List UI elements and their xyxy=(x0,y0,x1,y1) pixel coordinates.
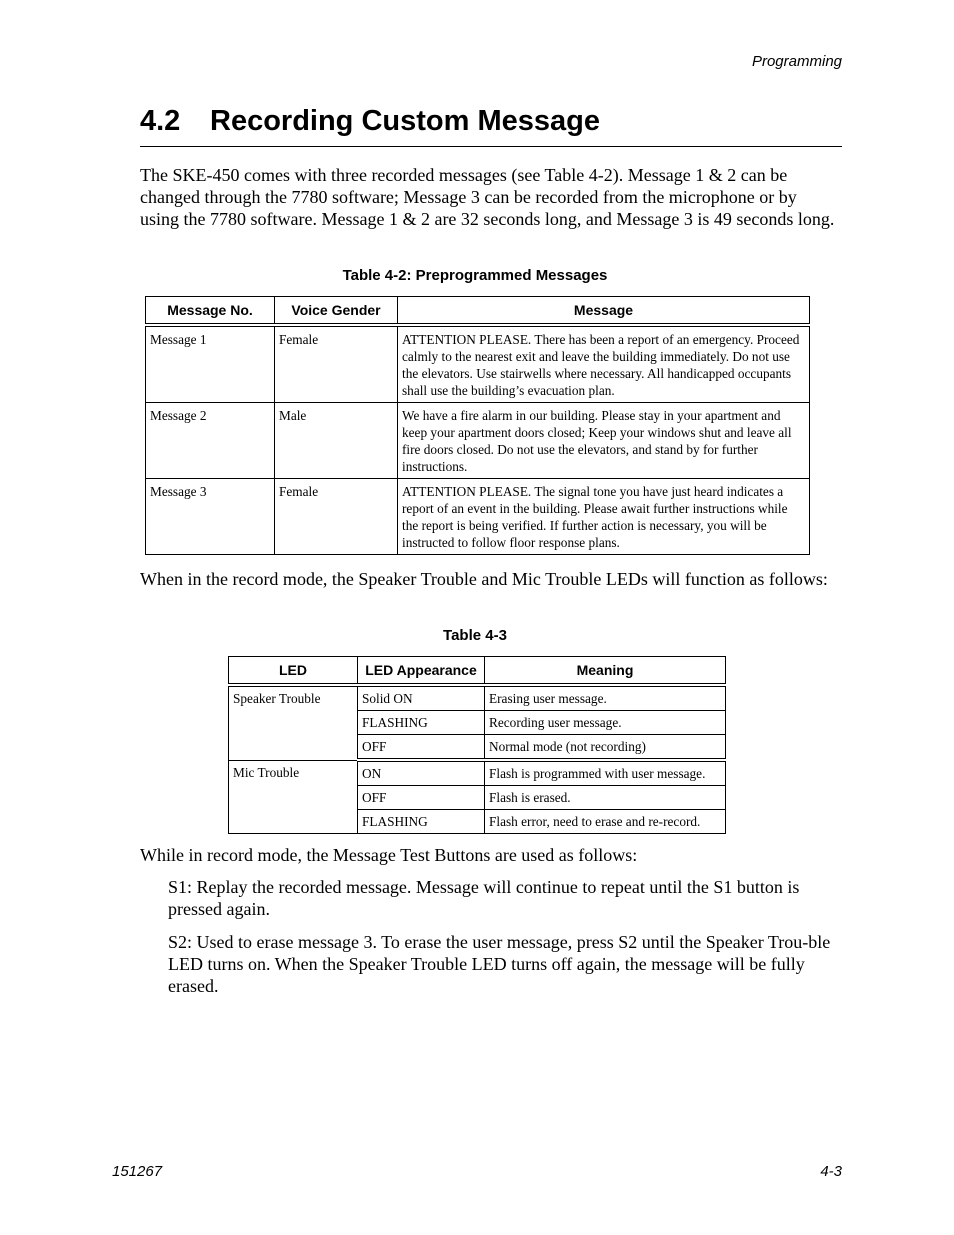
led-appearance-cell: OFF xyxy=(358,735,485,761)
column-header: Voice Gender xyxy=(275,297,398,326)
led-name-cell: Mic Trouble xyxy=(229,760,358,834)
led-appearance-cell: ON xyxy=(358,760,485,786)
table-row xyxy=(146,479,810,555)
led-function-table xyxy=(228,656,726,834)
voice-gender-cell: Female xyxy=(275,325,398,403)
voice-gender-cell: Female xyxy=(275,479,398,555)
message-number-cell: Message 1 xyxy=(146,325,275,403)
page-number: 4-3 xyxy=(820,1163,842,1180)
meaning-cell: Flash error, need to erase and re-record. xyxy=(485,810,726,834)
item-label: S1: xyxy=(168,877,193,897)
item-text: Replay the recorded message. Message will continue to repeat until the S1 button is pressed again. xyxy=(168,877,800,919)
led-appearance-cell: FLASHING xyxy=(358,810,485,834)
led-appearance-cell: Solid ON xyxy=(358,685,485,711)
item-label: S2: xyxy=(168,932,193,952)
button-s2-item xyxy=(168,931,840,997)
doc-number: 151267 xyxy=(112,1163,163,1180)
table-row xyxy=(229,760,726,786)
message-number-cell: Message 2 xyxy=(146,403,275,479)
led-paragraph: When in the record mode, the Speaker Trouble and Mic Trouble LEDs will function as follows: xyxy=(140,569,828,589)
column-header: Meaning xyxy=(485,657,726,686)
column-header: Message xyxy=(398,297,810,326)
table-header-row xyxy=(146,297,810,326)
message-text-cell: ATTENTION PLEASE. The signal tone you have just heard indicates a report of an event in the building. Please await further instructions while the report is being verified. If further action is necessary, you will be instructed to follow floor response plans. xyxy=(398,479,810,555)
meaning-cell: Flash is programmed with user message. xyxy=(485,760,726,786)
table-row xyxy=(229,685,726,711)
table-caption: Table 4-3 xyxy=(443,627,507,644)
table-header-row xyxy=(229,657,726,686)
led-appearance-cell: OFF xyxy=(358,786,485,810)
button-s1-item xyxy=(168,876,840,920)
item-text: Used to erase message 3. To erase the user message, press S2 until the Speaker Trou-ble LED turns on. When the Speaker Trouble LED turns off again, the message will be fully erased. xyxy=(168,932,831,996)
table-row xyxy=(146,403,810,479)
section-number: 4.2 xyxy=(140,105,181,137)
meaning-cell: Flash is erased. xyxy=(485,786,726,810)
section-heading xyxy=(140,100,842,147)
preprogrammed-messages-table xyxy=(145,296,810,555)
column-header: Message No. xyxy=(146,297,275,326)
meaning-cell: Recording user message. xyxy=(485,711,726,735)
led-appearance-cell: FLASHING xyxy=(358,711,485,735)
led-name-cell: Speaker Trouble xyxy=(229,685,358,760)
meaning-cell: Erasing user message. xyxy=(485,685,726,711)
buttons-paragraph: While in record mode, the Message Test Buttons are used as follows: xyxy=(140,845,638,865)
running-head: Programming xyxy=(751,53,842,70)
table-row xyxy=(146,325,810,403)
column-header: LED xyxy=(229,657,358,686)
table-caption: Table 4-2: Preprogrammed Messages xyxy=(342,267,608,284)
intro-paragraph: The SKE-450 comes with three recorded messages (see Table 4-2). Message 1 & 2 can be changed through the 7780 software; Message 3 can be recorded from the microphone or by using the 7780 software. Message 1 & 2 are 32 seconds long, and Message 3 is 49 seconds long. xyxy=(140,165,835,229)
message-number-cell: Message 3 xyxy=(146,479,275,555)
column-header: LED Appearance xyxy=(358,657,485,686)
message-text-cell: ATTENTION PLEASE. There has been a report of an emergency. Proceed calmly to the nearest exit and leave the building immediately. Do not use the elevators. Use stairwells where necessary. All handicapped occupants shall use the building’s evacuation plan. xyxy=(398,325,810,403)
voice-gender-cell: Male xyxy=(275,403,398,479)
meaning-cell: Normal mode (not recording) xyxy=(485,735,726,761)
section-title: Recording Custom Message xyxy=(210,105,600,137)
message-text-cell: We have a fire alarm in our building. Please stay in your apartment and keep your apartment doors closed; Keep your windows shut and leave all fire doors closed. Do not use the elevators, and stand by for further instructions. xyxy=(398,403,810,479)
